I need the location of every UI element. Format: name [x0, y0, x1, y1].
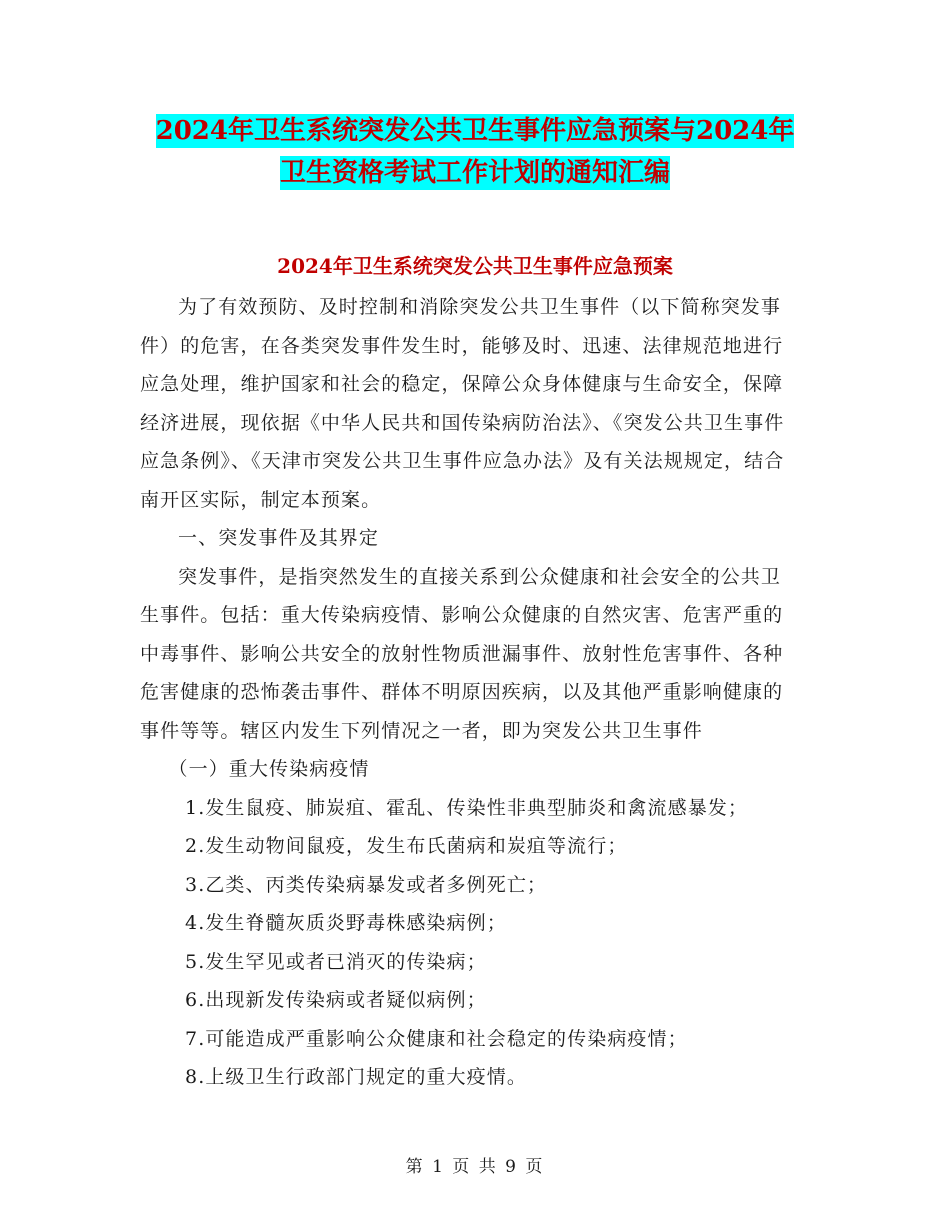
list-item: 7.可能造成严重影响公众健康和社会稳定的传染病疫情； — [185, 1027, 688, 1050]
list-item: 3.乙类、丙类传染病暴发或者多例死亡； — [185, 873, 548, 896]
list-item: 8.上级卫生行政部门规定的重大疫情。 — [185, 1066, 527, 1088]
list-item: 2.发生动物间鼠疫，发生布氏菌病和炭疽等流行； — [185, 835, 628, 857]
intro-paragraph: 为了有效预防、及时控制和消除突发公共卫生事件（以下简称突发事件）的危害，在各类突发事件发生时，能够及时、迅速、法律规范地进行应急处理，维护国家和社会的稳定，保障公众身体健康与生命安全，保障经济进展，现依据《中华人民共和国传染病防治法》、《突发公共卫生事件应急条例》、《天津市突发公共卫生事件应急办法》及有关法规规定，结合南开区实际，制定本预案。 — [140, 296, 785, 511]
list-item: 5.发生罕见或者已消灭的传染病； — [185, 950, 487, 973]
section-heading: 一、突发事件及其界定 — [178, 527, 380, 549]
page-footer: 第 1 页 共 9 页 — [405, 1157, 545, 1177]
document-body — [140, 288, 800, 1097]
list-item: 4.发生脊髓灰质炎野毒株感染病例； — [185, 912, 507, 934]
definition-paragraph: 突发事件，是指突然发生的直接关系到公众健康和社会安全的公共卫生事件。包括：重大传染病疫情、影响公众健康的自然灾害、危害严重的中毒事件、影响公共安全的放射性物质泄漏事件、放射性危害事件、各种危害健康的恐怖袭击事件、群体不明原因疾病，以及其他严重影响健康的事件等等。辖区内发生下列情况之一者，即为突发公共卫生事件 — [140, 565, 784, 742]
subsection-heading: （一）重大传染病疫情 — [168, 758, 370, 780]
section-title: 2024年卫生系统突发公共卫生事件应急预案 — [277, 254, 673, 278]
list-item: 6.出现新发传染病或者疑似病例； — [185, 989, 487, 1011]
document-title-line-1: 2024年卫生系统突发公共卫生事件应急预案与2024年 — [155, 116, 795, 146]
list-item: 1.发生鼠疫、肺炭疽、霍乱、传染性非典型肺炎和禽流感暴发； — [185, 796, 749, 819]
document-title-line-2: 卫生资格考试工作计划的通知汇编 — [279, 158, 670, 188]
